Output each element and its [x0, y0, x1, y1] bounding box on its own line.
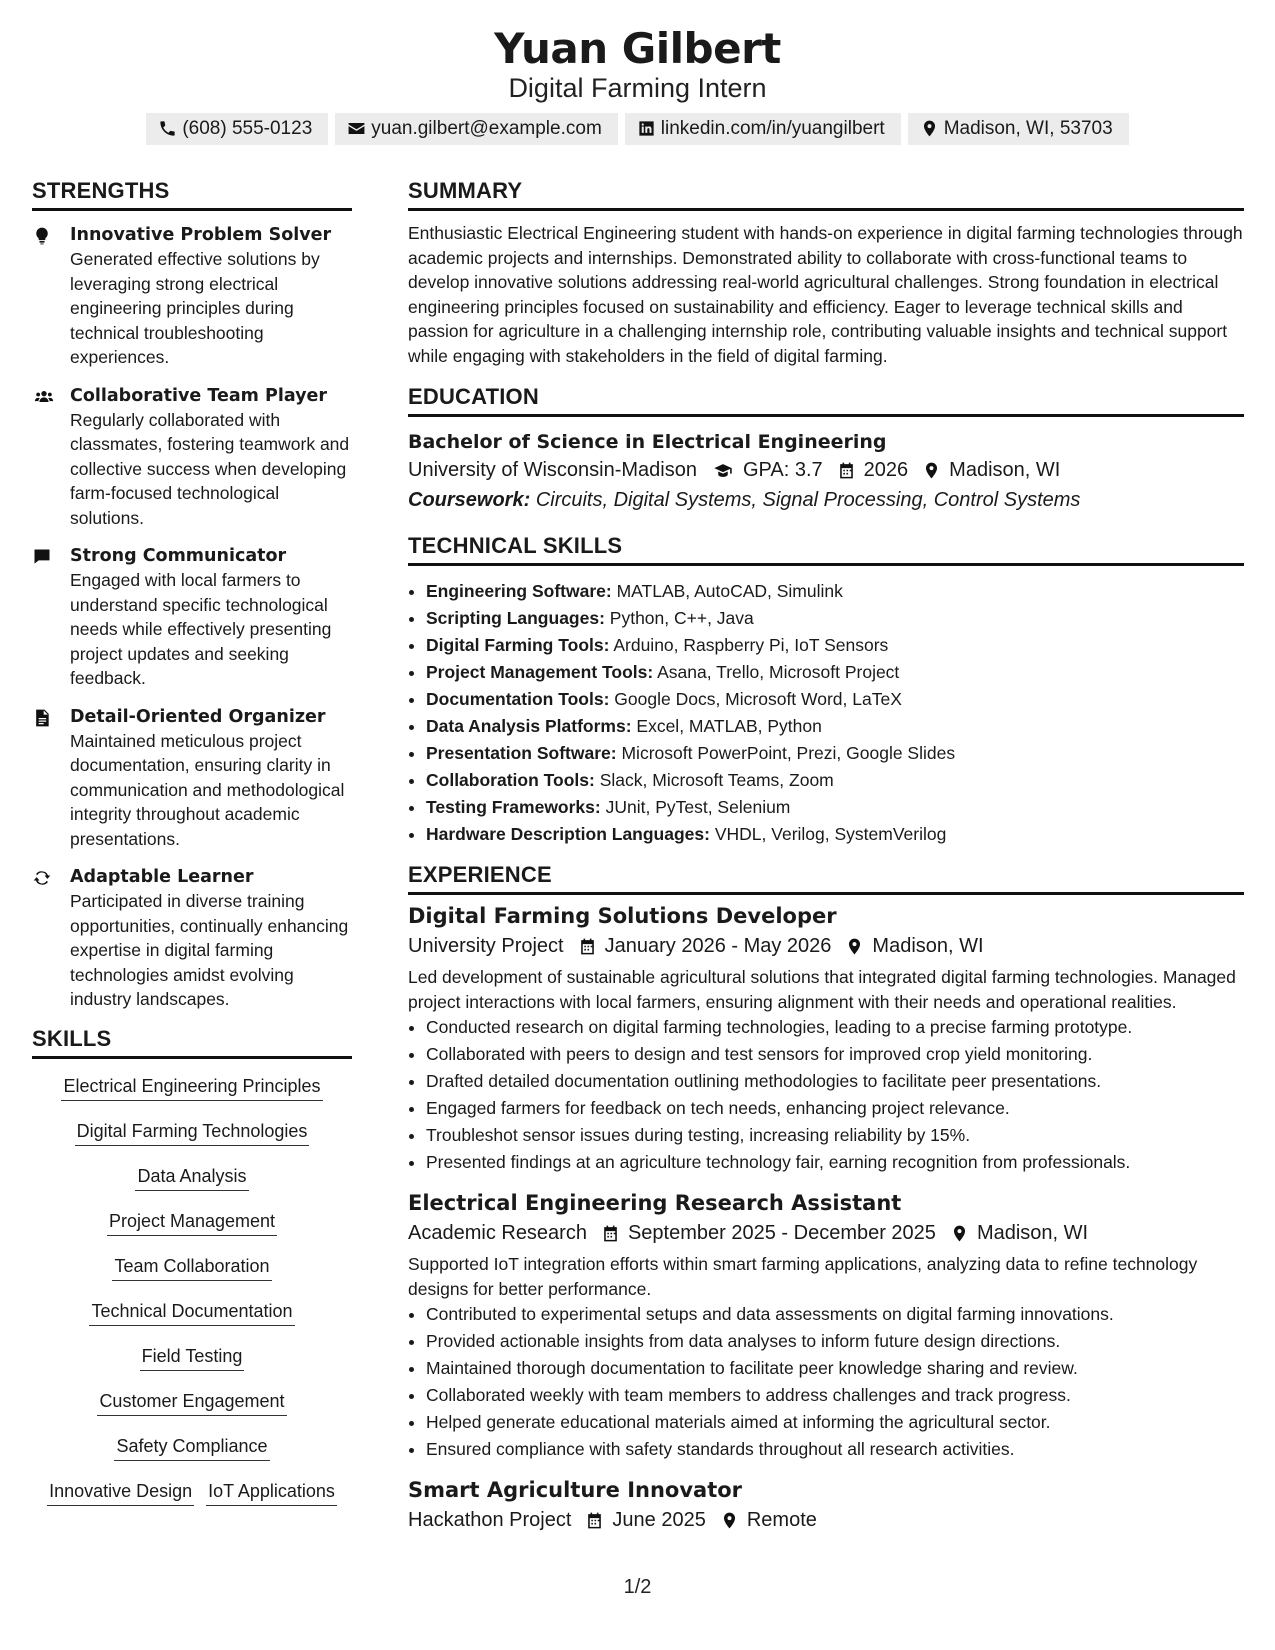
skill-tag: Data Analysis [135, 1165, 248, 1191]
list-item: • Maintained thorough documentation to facilitate peer knowledge sharing and review. [426, 1355, 1244, 1382]
list-item [426, 659, 1244, 686]
strength-item [32, 384, 352, 531]
job-title: Electrical Engineering Research Assistant [408, 1191, 902, 1215]
strength-title: Adaptable Learner [70, 867, 254, 887]
skill-label: Documentation Tools: [426, 689, 610, 709]
strengths-heading: STRENGTHS [32, 178, 352, 211]
list-item: • Troubleshot sensor issues during testing, increasing reliability by 15%. [426, 1122, 1244, 1149]
left-column [32, 178, 352, 1525]
page-number: 1/2 [623, 1576, 652, 1598]
skill-label: Project Management Tools: [426, 662, 654, 682]
coursework-label: Coursework: [408, 489, 531, 511]
strength-title: Innovative Problem Solver [70, 225, 332, 245]
strength-desc: Maintained meticulous project documentation, ensuring clarity in communication and methodological integrity throughout academic presentations. [70, 730, 345, 849]
skill-tag: Safety Compliance [114, 1435, 269, 1461]
list-item [426, 713, 1244, 740]
job-dates: September 2025 - December 2025 [627, 1222, 936, 1244]
job-meta [408, 1505, 1244, 1535]
map-pin-icon [920, 119, 939, 138]
graduation-year: 2026 [863, 459, 909, 481]
job-bullets [408, 1301, 1244, 1463]
list-item: • Provided actionable insights from data analyses to inform future design directions. [426, 1328, 1244, 1355]
document-icon [32, 708, 52, 728]
contact-text: (608) 555-0123 [182, 117, 313, 139]
education-meta [408, 455, 1244, 485]
skill-value: Excel, MATLAB, Python [636, 716, 822, 736]
skill-tag: Innovative Design [47, 1480, 194, 1506]
candidate-name: Yuan Gilbert [494, 24, 781, 73]
skill-tag: Electrical Engineering Principles [61, 1075, 322, 1101]
skill-value: Python, C++, Java [609, 608, 754, 628]
lightbulb-icon [32, 226, 52, 246]
job-bullets [408, 1014, 1244, 1176]
map-pin-icon [922, 461, 941, 480]
job-title: Digital Farming Solutions Developer [408, 904, 837, 928]
strength-item [32, 544, 352, 691]
job-title: Smart Agriculture Innovator [408, 1478, 743, 1502]
strength-desc: Regularly collaborated with classmates, fostering teamwork and collective success when developing farm-focused technological solutions. [70, 409, 350, 528]
job-location: Remote [746, 1509, 817, 1531]
summary-text: Enthusiastic Electrical Engineering student with hands-on experience in digital farming technologies through academic projects and internships. Demonstrated ability to collaborate with cross-functional teams to develop innovative solutions addressing real-world agricultural challenges. Strong foundation in electrical engineering principles focused on sustainability and efficiency. Eager to leverage technical skills and passion for agriculture in a challenging internship role, contributing valuable insights and technical support while engaging with stakeholders in the field of digital farming. [408, 223, 1243, 366]
skill-value: Google Docs, Microsoft Word, LaTeX [614, 689, 902, 709]
strength-desc: Participated in diverse training opportunities, continually enhancing expertise in digital farming technologies amidst evolving industry landscapes. [70, 891, 349, 1009]
list-item: • Conducted research on digital farming technologies, leading to a precise farming prototype. [426, 1014, 1244, 1041]
list-item [426, 605, 1244, 632]
list-item: • Collaborated with peers to design and test sensors for improved crop yield monitoring. [426, 1041, 1244, 1068]
list-item: • Drafted detailed documentation outlining methodologies to facilitate peer presentations. [426, 1068, 1244, 1095]
strength-title: Strong Communicator [70, 546, 287, 566]
job-entry [408, 1188, 1244, 1463]
list-item [426, 821, 1244, 848]
list-item: • Engaged farmers for feedback on tech needs, enhancing project relevance. [426, 1095, 1244, 1122]
users-icon [32, 387, 56, 407]
linkedin-icon [637, 119, 656, 138]
calendar-icon [585, 1511, 604, 1530]
skill-tag: Technical Documentation [89, 1300, 294, 1326]
job-entry [408, 1475, 1244, 1535]
map-pin-icon [720, 1511, 739, 1530]
job-location: Madison, WI [976, 1222, 1089, 1244]
list-item: • Presented findings at an agriculture technology fair, earning recognition from professionals. [426, 1149, 1244, 1176]
skill-value: Microsoft PowerPoint, Prezi, Google Slides [621, 743, 956, 763]
graduation-cap-icon [711, 461, 735, 480]
list-item: • Contributed to experimental setups and data assessments on digital farming innovations. [426, 1301, 1244, 1328]
calendar-icon [837, 461, 856, 480]
list-item [426, 794, 1244, 821]
coursework-list: Circuits, Digital Systems, Signal Processing, Control Systems [535, 489, 1081, 511]
map-pin-icon [950, 1224, 969, 1243]
skill-tag: Digital Farming Technologies [75, 1120, 310, 1146]
calendar-icon [601, 1224, 620, 1243]
experience-heading: EXPERIENCE [408, 862, 1244, 895]
skill-value: VHDL, Verilog, SystemVerilog [714, 824, 947, 844]
job-description: Supported IoT integration efforts within smart farming applications, analyzing data to refine technology designs for better performance. [408, 1254, 1198, 1299]
map-pin-icon [845, 937, 864, 956]
skill-tag: Customer Engagement [97, 1390, 286, 1416]
strength-title: Collaborative Team Player [70, 385, 328, 406]
strength-title: Detail-Oriented Organizer [70, 706, 326, 727]
skill-tag: IoT Applications [206, 1480, 337, 1506]
degree-title: Bachelor of Science in Electrical Engineering [408, 431, 887, 453]
job-dates: June 2025 [612, 1509, 706, 1531]
skill-value: Slack, Microsoft Teams, Zoom [599, 770, 834, 790]
skill-label: Data Analysis Platforms: [426, 716, 632, 736]
skill-value: Arduino, Raspberry Pi, IoT Sensors [613, 635, 889, 655]
skill-tag: Team Collaboration [112, 1255, 271, 1281]
list-item [426, 686, 1244, 713]
list-item [426, 632, 1244, 659]
list-item: • Helped generate educational materials aimed at informing the agricultural sector. [426, 1409, 1244, 1436]
contact-email[interactable] [335, 113, 618, 145]
right-column [408, 178, 1244, 1547]
strength-desc: Engaged with local farmers to understand specific technological needs while effectively presenting project updates and seeking feedback. [70, 570, 332, 688]
list-item: • Ensured compliance with safety standards throughout all research activities. [426, 1436, 1244, 1463]
skills-heading: SKILLS [32, 1026, 352, 1059]
contact-bar [0, 113, 1275, 145]
job-org: Hackathon Project [408, 1509, 572, 1531]
job-meta [408, 931, 1244, 961]
skill-value: Asana, Trello, Microsoft Project [657, 662, 900, 682]
sync-icon [32, 868, 52, 888]
skill-tag: Field Testing [140, 1345, 245, 1371]
envelope-icon [347, 119, 366, 138]
coursework [408, 485, 1244, 515]
comment-icon [32, 547, 52, 567]
skill-label: Hardware Description Languages: [426, 824, 710, 844]
strength-item [32, 865, 352, 1012]
job-org: University Project [408, 935, 564, 957]
list-item [426, 767, 1244, 794]
education-heading: EDUCATION [408, 384, 1244, 417]
list-item: • Collaborated weekly with team members to address challenges and track progress. [426, 1382, 1244, 1409]
education-location: Madison, WI [949, 459, 1061, 481]
contact-phone[interactable] [146, 113, 328, 145]
skill-label: Presentation Software: [426, 743, 617, 763]
gpa: GPA: 3.7 [742, 459, 823, 481]
strength-desc: Generated effective solutions by leveraging strong electrical engineering principles during technical troubleshooting experiences. [70, 249, 320, 367]
contact-linkedin[interactable] [625, 113, 901, 145]
list-item [426, 578, 1244, 605]
school-name: University of Wisconsin-Madison [408, 459, 697, 481]
technical-skills-list [408, 578, 1244, 848]
job-dates: January 2026 - May 2026 [604, 935, 832, 957]
contact-text: Madison, WI, 53703 [943, 117, 1113, 139]
technical-skills-heading: TECHNICAL SKILLS [408, 533, 1244, 566]
contact-text: yuan.gilbert@example.com [371, 117, 602, 139]
job-org: Academic Research [408, 1222, 587, 1244]
job-location: Madison, WI [872, 935, 984, 957]
skill-value: JUnit, PyTest, Selenium [605, 797, 791, 817]
strength-item [32, 223, 352, 370]
summary-heading: SUMMARY [408, 178, 1244, 211]
candidate-title: Digital Farming Intern [508, 73, 767, 103]
skill-label: Testing Frameworks: [426, 797, 601, 817]
skill-label: Scripting Languages: [426, 608, 605, 628]
list-item [426, 740, 1244, 767]
job-entry [408, 901, 1244, 1176]
phone-icon [158, 119, 177, 138]
strength-item [32, 705, 352, 852]
skill-label: Collaboration Tools: [426, 770, 595, 790]
job-meta [408, 1218, 1244, 1248]
calendar-icon [578, 937, 597, 956]
skill-tag: Project Management [107, 1210, 277, 1236]
skills-list [32, 1071, 352, 1525]
contact-location [908, 113, 1129, 145]
skill-value: MATLAB, AutoCAD, Simulink [616, 581, 843, 601]
skill-label: Digital Farming Tools: [426, 635, 610, 655]
contact-text: linkedin.com/in/yuangilbert [660, 117, 885, 139]
job-description: Led development of sustainable agricultural solutions that integrated digital farming technologies. Managed project interactions with local farmers, ensuring alignment with their needs and operational realities. [408, 967, 1236, 1012]
skill-label: Engineering Software: [426, 581, 612, 601]
